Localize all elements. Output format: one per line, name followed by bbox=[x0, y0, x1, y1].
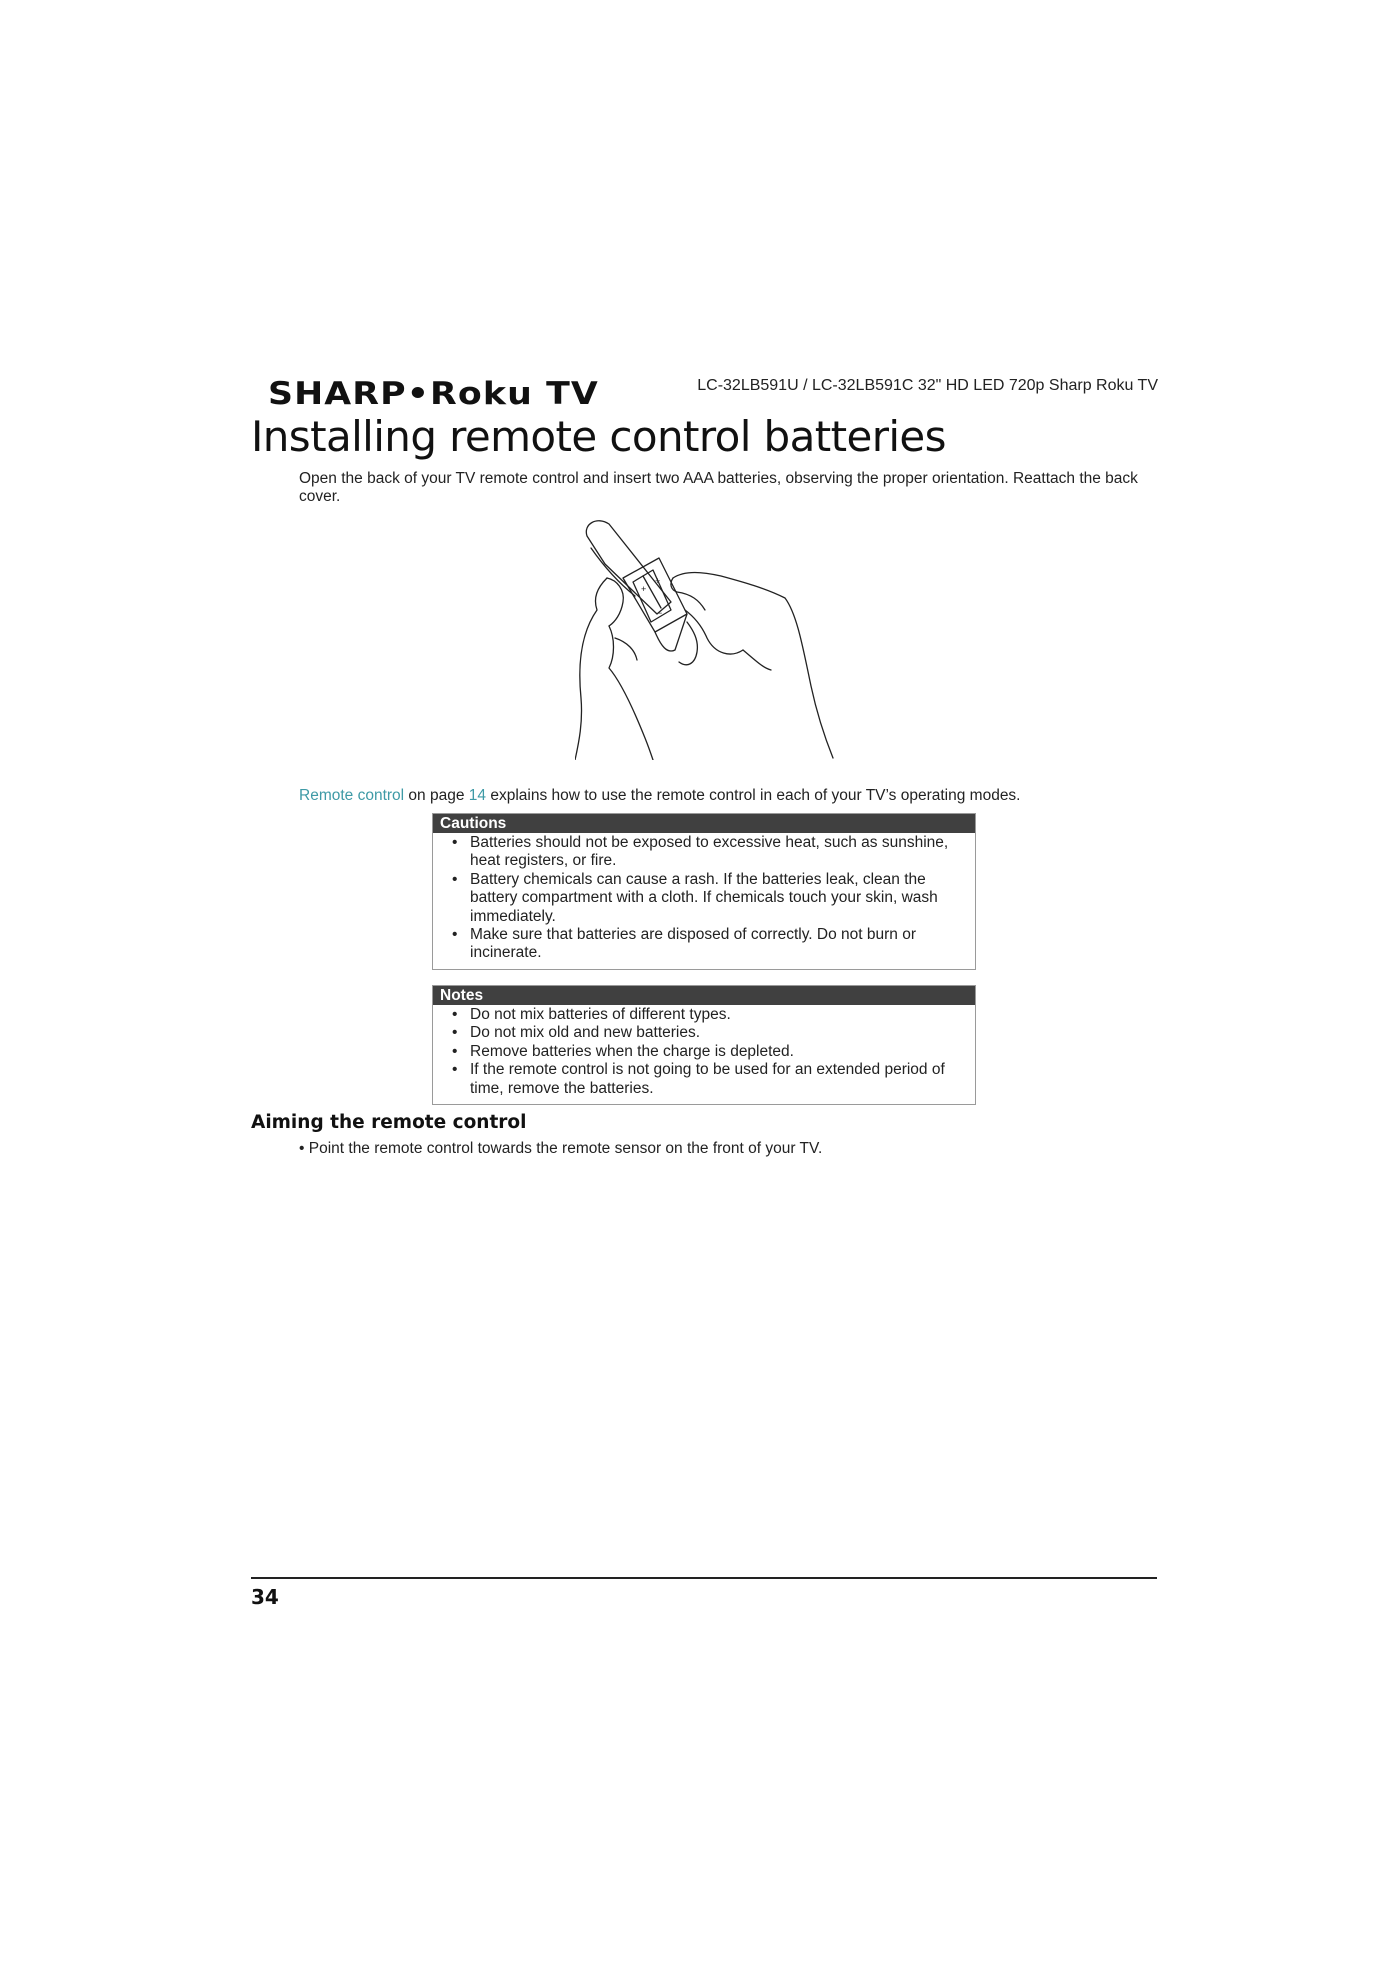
bullet: • bbox=[452, 834, 458, 851]
logo-text: SHARP•Roku TV bbox=[268, 376, 599, 412]
caution-item bbox=[452, 834, 957, 871]
note-text: Remove batteries when the charge is depleted. bbox=[470, 1042, 794, 1060]
caution-item bbox=[452, 870, 957, 926]
note-text: Do not mix old and new batteries. bbox=[470, 1024, 701, 1042]
cautions-box bbox=[432, 813, 976, 970]
page-14-link[interactable]: 14 bbox=[468, 787, 487, 804]
aiming-text: Point the remote control towards the remote sensor on the front of your TV. bbox=[308, 1140, 823, 1157]
note-item bbox=[452, 1024, 957, 1042]
footer-divider bbox=[251, 1577, 1157, 1579]
sharp-roku-tv-logo bbox=[268, 376, 599, 412]
svg-text:+: + bbox=[655, 576, 661, 586]
note-text: If the remote control is not going to be used for an extended period of time, remove the batteries. bbox=[470, 1061, 945, 1097]
bullet: • bbox=[452, 870, 458, 888]
notes-list bbox=[433, 1005, 975, 1104]
bullet: • bbox=[452, 926, 458, 944]
page-number: 34 bbox=[251, 1585, 279, 1609]
bullet: • bbox=[452, 1024, 458, 1042]
bullet: • bbox=[452, 1061, 458, 1079]
model-header: LC-32LB591U / LC-32LB591C 32" HD LED 720p Sharp Roku TV bbox=[697, 377, 1158, 394]
remote-control-link[interactable]: Remote control bbox=[299, 787, 405, 804]
caution-text: Battery chemicals can cause a rash. If the batteries leak, clean the battery compartment with a cloth. If chemicals touch your skin, wash immediately. bbox=[470, 870, 938, 925]
notes-box bbox=[432, 985, 976, 1105]
aiming-heading: Aiming the remote control bbox=[251, 1112, 527, 1133]
note-item bbox=[452, 1042, 957, 1061]
remote-battery-illustration bbox=[575, 518, 840, 760]
caution-text: Batteries should not be exposed to excessive heat, such as sunshine, heat registers, or fire. bbox=[470, 834, 949, 870]
svg-text:−: − bbox=[657, 608, 663, 618]
page-title: Installing remote control batteries bbox=[251, 412, 946, 461]
reference-text-mid: on page bbox=[404, 787, 469, 804]
intro-paragraph: Open the back of your TV remote control and insert two AAA batteries, observing the proper orientation. Reattach the back cover. bbox=[299, 470, 1138, 505]
note-item bbox=[452, 1006, 957, 1024]
note-text: Do not mix batteries of different types. bbox=[470, 1006, 731, 1023]
cautions-list bbox=[433, 833, 975, 969]
cautions-heading: Cautions bbox=[433, 814, 975, 833]
remote-control-reference bbox=[299, 787, 1021, 805]
notes-heading: Notes bbox=[433, 986, 975, 1005]
note-item bbox=[452, 1061, 957, 1098]
bullet: • bbox=[452, 1042, 458, 1060]
svg-text:+: + bbox=[641, 584, 647, 594]
bullet: • bbox=[452, 1006, 458, 1023]
caution-item bbox=[452, 926, 957, 963]
reference-text-rest: explains how to use the remote control in each of your TV’s operating modes. bbox=[486, 787, 1021, 804]
bullet: • bbox=[299, 1140, 305, 1157]
aiming-item bbox=[299, 1140, 822, 1158]
caution-text: Make sure that batteries are disposed of correctly. Do not burn or incinerate. bbox=[470, 926, 916, 962]
